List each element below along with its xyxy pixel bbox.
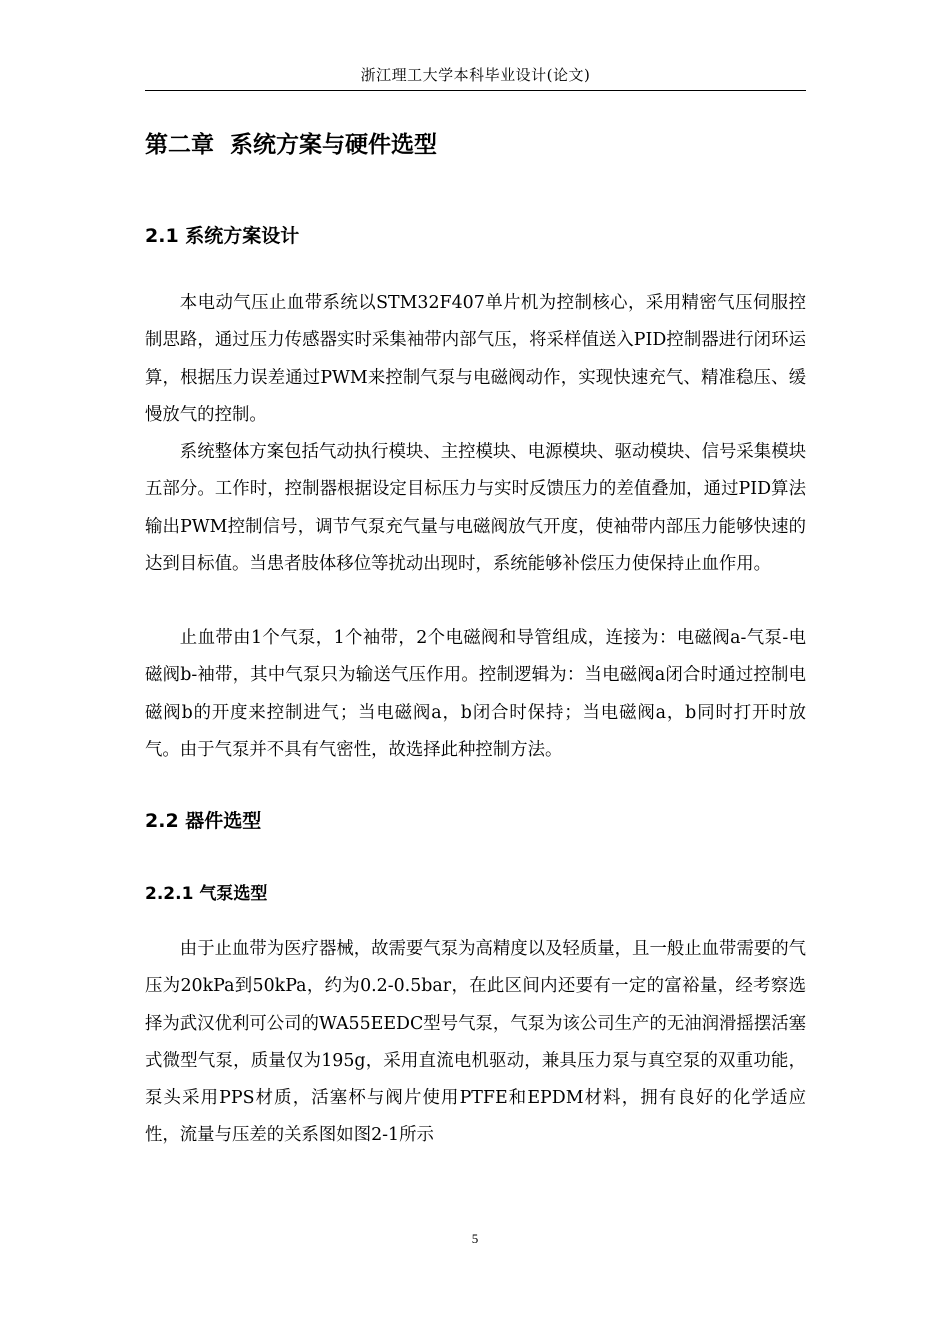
paragraph-control-logic: 止血带由1个气泵，1个袖带，2个电磁阀和导管组成，连接为：电磁阀a-气泵-电磁阀b-袖带，其中气泵只为输送气压作用。控制逻辑为：当电磁阀a闭合时通过控制电磁阀b的开度来控制进气；当电磁阀a，b闭合时保持；当电磁阀a，b同时打开时放气。由于气泵并不具有气密性，故选择此种控制方法。 xyxy=(145,628,806,760)
section-title-2-2: 2.2 器件选型 xyxy=(145,810,262,832)
paragraph-system-overview: 本电动气压止血带系统以STM32F407单片机为控制核心，采用精密气压伺服控制思路，通过压力传感器实时采集袖带内部气压，将采样值送入PID控制器进行闭环运算，根据压力误差通过PWM来控制气泵与电磁阀动作，实现快速充气、精准稳压、缓慢放气的控制。 xyxy=(145,293,806,425)
chapter-title: 第二章 系统方案与硬件选型 xyxy=(145,132,438,158)
running-header: 浙江理工大学本科毕业设计(论文) xyxy=(145,64,806,91)
paragraph-pump-selection: 由于止血带为医疗器械，故需要气泵为高精度以及轻质量，且一般止血带需要的气压为20kPa到50kPa，约为0.2-0.5bar，在此区间内还要有一定的富裕量，经考察选择为武汉优利可公司的WA55EEDC型号气泵，气泵为该公司生产的无油润滑摇摆活塞式微型气泵，质量仅为195g，采用直流电机驱动，兼具压力泵与真空泵的双重功能，泵头采用PPS材质，活塞杯与阀片使用PTFE和EPDM材料，拥有良好的化学适应性，流量与压差的关系图如图2-1所示 xyxy=(145,939,806,1146)
page-number: 5 xyxy=(471,1231,479,1246)
paragraph-system-modules: 系统整体方案包括气动执行模块、主控模块、电源模块、驱动模块、信号采集模块五部分。工作时，控制器根据设定目标压力与实时反馈压力的差值叠加，通过PID算法输出PWM控制信号，调节气泵充气量与电磁阀放气开度，使袖带内部压力能够快速的达到目标值。当患者肢体移位等扰动出现时，系统能够补偿压力使保持止血作用。 xyxy=(145,442,806,574)
section-title-2-1: 2.1 系统方案设计 xyxy=(145,225,300,247)
subsection-title-2-2-1: 2.2.1 气泵选型 xyxy=(145,884,268,904)
